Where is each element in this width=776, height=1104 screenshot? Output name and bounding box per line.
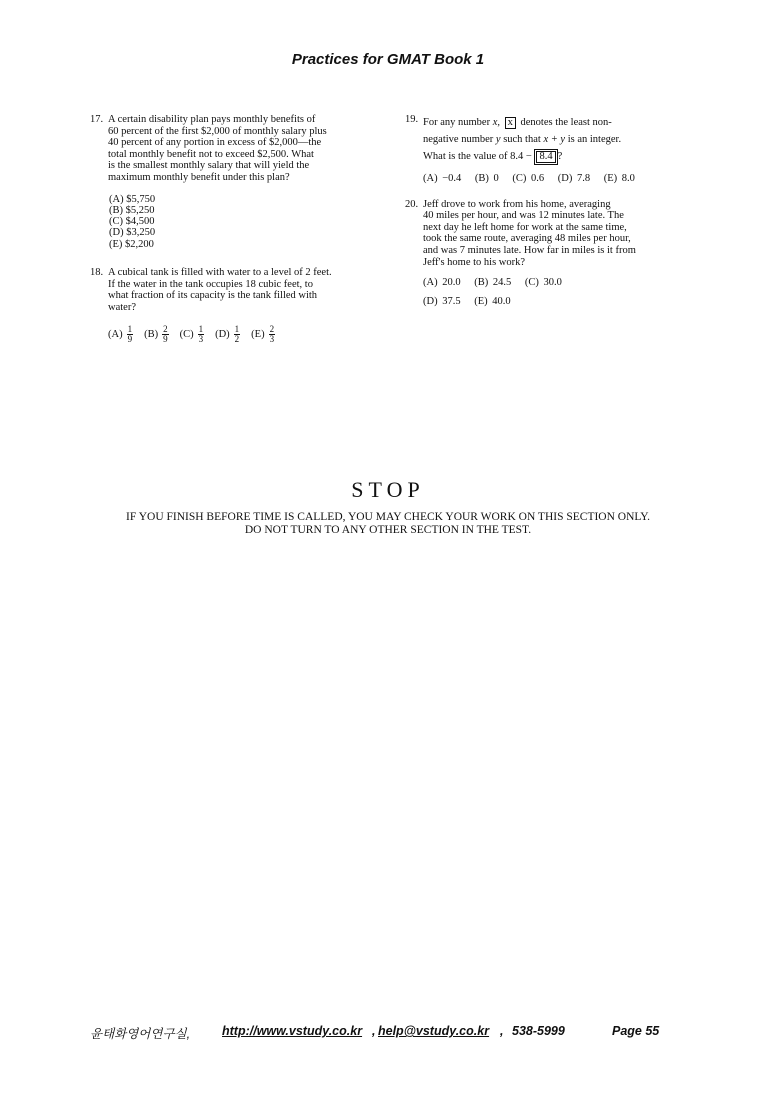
answer-option: [144, 325, 169, 344]
question-line: total monthly benefit not to exceed $2,500. What: [108, 148, 314, 160]
stop-instructions: [0, 511, 776, 536]
question-20: [405, 199, 695, 308]
question-text: [423, 199, 695, 269]
question-line: water?: [108, 301, 136, 313]
question-number: 20.: [405, 198, 419, 210]
fraction-numerator: 1: [234, 324, 240, 335]
answer-option: (E) 40.0: [474, 295, 511, 307]
fraction: [162, 325, 169, 344]
expression: x + y: [543, 134, 566, 145]
stop-instruction-line: DO NOT TURN TO ANY OTHER SECTION IN THE TEST.: [244, 523, 532, 536]
variable: y: [495, 134, 501, 145]
boxed-expression: 8.4: [536, 151, 555, 163]
question-line: 60 percent of the first $2,000 of monthly salary plus: [108, 125, 327, 137]
answer-option: (D) 7.8: [557, 173, 591, 184]
answer-options: [108, 325, 390, 344]
boxed-expression: x: [505, 117, 516, 129]
answer-option: (A) $5,750: [109, 193, 156, 205]
question-line: [423, 114, 695, 131]
question-19: [405, 114, 695, 185]
text-fragment: ?: [557, 151, 563, 162]
fraction-numerator: 2: [269, 324, 275, 335]
text-fragment: such that: [503, 134, 541, 145]
page-number: Page 55: [612, 1024, 660, 1038]
option-label: (E): [251, 329, 265, 341]
answer-option: [180, 325, 205, 344]
question-number: 17.: [90, 114, 104, 125]
question-line: maximum monthly benefit under this plan?: [108, 171, 290, 183]
question-line: Jeff drove to work from his home, averaging: [423, 198, 611, 210]
question-line: and was 7 minutes late. How far in miles is it from: [423, 244, 636, 256]
footer-website-link[interactable]: http://www.vstudy.co.kr: [222, 1024, 363, 1038]
footer-email-link[interactable]: help@vstudy.co.kr: [378, 1024, 490, 1038]
option-label: (A): [108, 329, 123, 341]
answer-option: (C) 30.0: [524, 277, 562, 289]
answer-options-row-2: [423, 296, 695, 308]
question-17: [90, 114, 390, 250]
question-line: next day he left home for work at the same time,: [423, 221, 627, 233]
fraction-denominator: 9: [127, 334, 133, 345]
stop-instruction-line: IF YOU FINISH BEFORE TIME IS CALLED, YOU MAY CHECK YOUR WORK ON THIS SECTION ONLY.: [126, 511, 650, 523]
text-fragment: denotes the least non-: [520, 117, 612, 128]
answer-options-row-1: [423, 277, 695, 289]
question-line: 40 percent of any portion in excess of $2,000—the: [108, 137, 322, 149]
question-line: [423, 148, 695, 165]
option-label: (C): [179, 329, 194, 341]
answer-option: (B) $5,250: [109, 204, 155, 216]
footer-organization: 윤태화영어연구실,: [90, 1027, 191, 1041]
question-line: A cubical tank is filled with water to a level of 2 feet.: [108, 267, 332, 279]
text-fragment: is an integer.: [567, 134, 622, 145]
question-number: 19.: [405, 114, 419, 125]
question-text: [423, 114, 695, 165]
fraction: [269, 325, 276, 344]
answer-option: [108, 325, 133, 344]
question-line: [423, 131, 695, 148]
fraction-denominator: 9: [163, 334, 168, 345]
footer-separator: ,: [500, 1024, 504, 1038]
text-fragment: What is the value of 8.4 −: [423, 151, 532, 162]
fraction-denominator: 3: [269, 334, 275, 345]
question-line: is the smallest monthly salary that will yield the: [108, 160, 310, 172]
answer-option: (C) $4,500: [109, 216, 155, 228]
answer-options: [108, 194, 390, 250]
answer-option: (E) $2,200: [109, 238, 154, 250]
fraction: [198, 325, 205, 344]
answer-option: (D) $3,250: [109, 227, 156, 239]
answer-option: [215, 325, 240, 344]
fraction-denominator: 2: [234, 334, 240, 345]
fraction: [127, 325, 134, 344]
question-line: took the same route, averaging 48 miles per hour,: [423, 233, 631, 245]
variable: x,: [492, 117, 500, 128]
answer-option: (B) 0: [474, 173, 499, 184]
text-fragment: negative number: [423, 134, 494, 145]
option-label: (B): [144, 329, 159, 341]
fraction-numerator: 1: [127, 324, 133, 335]
question-line: A certain disability plan pays monthly benefits of: [108, 114, 316, 125]
question-number: 18.: [90, 267, 104, 279]
page-header-title: Practices for GMAT Book 1: [291, 51, 485, 68]
fraction-numerator: 1: [198, 324, 204, 335]
left-column: [90, 114, 390, 344]
question-line: If the water in the tank occupies 18 cubic feet, to: [108, 278, 313, 290]
answer-option: (D) 37.5: [423, 295, 461, 307]
question-18: [90, 267, 390, 344]
answer-option: (A) 20.0: [423, 277, 461, 289]
question-text: [108, 114, 390, 184]
option-label: (D): [215, 329, 230, 341]
stop-heading: STOP: [351, 477, 425, 502]
fraction: [234, 325, 241, 344]
question-text: [108, 267, 390, 313]
footer-separator: ,: [372, 1024, 376, 1038]
question-line: 40 miles per hour, and was 12 minutes late. The: [423, 210, 624, 222]
answer-option: (E) 8.0: [603, 173, 635, 184]
answer-option: (B) 24.5: [474, 277, 512, 289]
footer-phone: 538-5999: [512, 1024, 565, 1038]
text-fragment: For any number: [423, 117, 491, 128]
question-line: Jeff's home to his work?: [423, 256, 526, 268]
answer-options: [423, 173, 695, 185]
right-column: [405, 114, 695, 307]
fraction-denominator: 3: [198, 334, 204, 345]
answer-option: (A) −0.4: [423, 173, 462, 184]
answer-option: (C) 0.6: [512, 173, 545, 184]
question-line: what fraction of its capacity is the tank filled with: [108, 290, 318, 302]
answer-option: [251, 325, 275, 344]
fraction-numerator: 2: [163, 324, 168, 335]
